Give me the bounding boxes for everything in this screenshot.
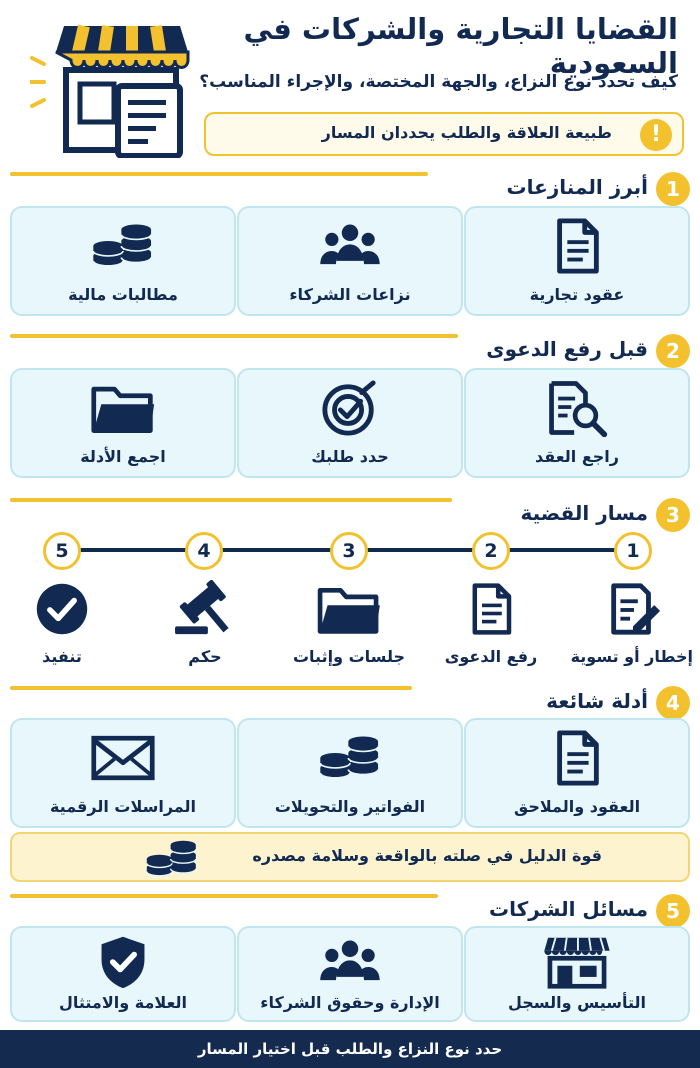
card-partner-disputes	[237, 206, 463, 316]
people-icon	[317, 934, 383, 990]
store-illustration-icon	[30, 18, 205, 158]
section-title: أبرز المنازعات	[506, 175, 648, 199]
document-icon	[548, 729, 606, 787]
coins-icon	[317, 729, 383, 787]
page-title: القضايا التجارية والشركات في السعودية	[243, 12, 678, 80]
timeline-label: رفع الدعوى	[444, 647, 538, 666]
edit-icon	[604, 580, 662, 638]
card-management-rights	[237, 926, 463, 1022]
card-label: الفواتير والتحويلات	[274, 797, 426, 816]
section-divider	[10, 498, 452, 502]
folder-icon	[90, 379, 156, 437]
timeline-label: حكم	[188, 647, 222, 666]
section-3-header	[10, 498, 690, 532]
section-1-header	[10, 172, 690, 206]
folder-icon	[316, 581, 382, 637]
envelope-icon	[90, 732, 156, 784]
document-search-icon	[544, 379, 610, 437]
section-divider	[10, 172, 428, 176]
timeline-label: جلسات وإثبات	[292, 647, 406, 666]
card-commercial-contracts	[464, 206, 690, 316]
section-divider	[10, 334, 458, 338]
coins-icon	[90, 217, 156, 275]
card-formation-registry	[464, 926, 690, 1022]
card-label: مطالبات مالية	[68, 285, 178, 304]
card-contracts-annexes	[464, 718, 690, 828]
section-number: 3	[656, 498, 690, 532]
section-4-header	[10, 686, 690, 720]
timeline-step-4: 4	[185, 532, 223, 570]
card-label: التأسيس والسجل	[507, 993, 646, 1012]
section-number: 1	[656, 172, 690, 206]
card-label: المراسلات الرقمية	[49, 797, 197, 816]
timeline-step-1: 1	[614, 532, 652, 570]
timeline-label: إخطار أو تسوية	[570, 647, 693, 666]
card-label: نزاعات الشركاء	[289, 285, 411, 304]
card-define-request	[237, 368, 463, 478]
footer-banner: حدد نوع النزاع والطلب قبل اختيار المسار	[0, 1030, 700, 1068]
key-note-text: طبيعة العلاقة والطلب يحددان المسار	[321, 123, 612, 142]
section-number: 4	[656, 686, 690, 720]
section-title: قبل رفع الدعوى	[486, 337, 648, 361]
card-invoices-transfers	[237, 718, 463, 828]
section-divider	[10, 894, 438, 898]
card-label: الإدارة وحقوق الشركاء	[260, 993, 440, 1012]
check-circle-icon	[34, 581, 90, 637]
card-label: اجمع الأدلة	[80, 447, 166, 466]
section-number: 2	[656, 334, 690, 368]
coins-icon	[144, 838, 200, 880]
shield-check-icon	[95, 934, 151, 990]
card-gather-evidence	[10, 368, 236, 478]
card-review-contract	[464, 368, 690, 478]
section-5-header	[10, 894, 690, 928]
card-trademark-compliance	[10, 926, 236, 1022]
section-number: 5	[656, 894, 690, 928]
store-icon	[544, 934, 610, 990]
section-2-header	[10, 334, 690, 368]
document-icon	[548, 217, 606, 275]
section-title: أدلة شائعة	[546, 689, 648, 713]
card-label: عقود تجارية	[529, 285, 625, 304]
gavel-icon	[171, 580, 239, 638]
section-title: مسائل الشركات	[489, 897, 648, 921]
target-icon	[320, 379, 380, 437]
section-title: مسار القضية	[520, 501, 648, 525]
section-divider	[10, 686, 412, 690]
timeline-label: تنفيذ	[42, 647, 82, 666]
card-label: راجع العقد	[534, 447, 619, 466]
card-label: حدد طلبك	[311, 447, 389, 466]
callout-text: قوة الدليل في صلته بالواقعة وسلامة مصدره	[252, 846, 602, 865]
card-digital-correspondence	[10, 718, 236, 828]
exclamation-icon: !	[640, 119, 672, 151]
timeline-step-5: 5	[43, 532, 81, 570]
page-subtitle: كيف تحدد نوع النزاع، والجهة المختصة، والإجراء المناسب؟	[199, 72, 678, 92]
card-label: العلامة والامتثال	[58, 993, 188, 1012]
document-icon	[464, 582, 518, 636]
timeline-step-2: 2	[472, 532, 510, 570]
key-note-banner	[204, 112, 684, 156]
card-financial-claims	[10, 206, 236, 316]
people-icon	[317, 217, 383, 275]
evidence-callout	[10, 832, 690, 882]
card-label: العقود والملاحق	[513, 797, 641, 816]
timeline-step-3: 3	[330, 532, 368, 570]
